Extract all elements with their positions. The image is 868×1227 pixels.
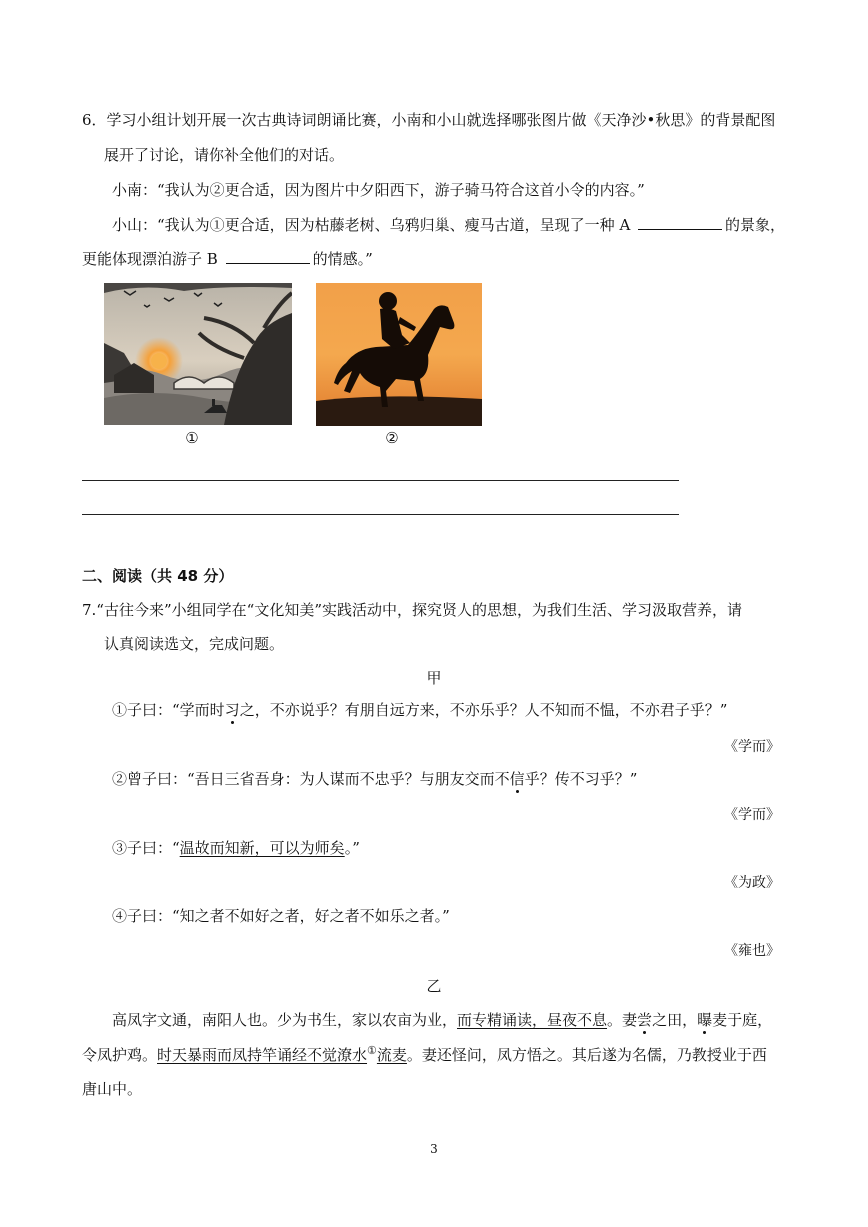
- jia-sentence-2: ②曾子曰：“吾日三省吾身：为人谋而不忠乎？与朋友交而不信乎？传不习乎？”: [112, 770, 638, 788]
- jia-sentence-3: ③子曰：“温故而知新，可以为师矣。”: [112, 839, 360, 857]
- q6-line-2: 展开了讨论，请你补全他们的对话。: [104, 146, 345, 164]
- q6-dialogue-xiaonan: 小南：“我认为②更合适，因为图片中夕阳西下，游子骑马符合这首小令的内容。”: [112, 181, 645, 199]
- jia-source-4: 《雍也》: [724, 943, 780, 959]
- jia-source-2: 《学而》: [724, 807, 780, 823]
- page-number: 3: [430, 1142, 438, 1156]
- jia-sentence-1: ①子曰：“学而时习之，不亦说乎？有朋自远方来，不亦乐乎？人不知而不愠，不亦君子乎？”: [112, 701, 728, 719]
- blank-b[interactable]: [226, 249, 310, 264]
- picture-autumn-scene: [104, 283, 292, 425]
- q6-line-1: 6．学习小组计划开展一次古典诗词朗诵比赛，小南和小山就选择哪张图片做《天净沙•秋思》的背景配图: [82, 111, 776, 129]
- passage-yi-label: 乙: [426, 977, 442, 995]
- answer-line-2[interactable]: [82, 514, 679, 515]
- yi-line-2: 令凤护鸡。时天暴雨而凤持竿诵经不觉潦水①流麦。妻还怪问，凤方悟之。其后遂为名儒，乃教授业于西: [82, 1044, 767, 1064]
- section-title: 二、阅读（共 48 分）: [82, 567, 234, 585]
- picture-1-caption: ①: [185, 429, 199, 447]
- jia-source-1: 《学而》: [724, 739, 780, 755]
- picture-2-caption: ②: [385, 429, 399, 447]
- answer-line-1[interactable]: [82, 480, 679, 481]
- yi-line-3: 唐山中。: [82, 1080, 143, 1098]
- q7-line-2: 认真阅读选文，完成问题。: [104, 635, 285, 653]
- picture-rider-silhouette: [316, 283, 482, 426]
- q6-dialogue-xiaoshan: 小山：“我认为①更合适，因为枯藤老树、乌鸦归巢、瘦马古道，呈现了一种 A 的景象，: [112, 216, 786, 234]
- jia-sentence-4: ④子曰：“知之者不如好之者，好之者不如乐之者。”: [112, 907, 450, 925]
- q6-dialogue-xiaoshan-cont: 更能体现漂泊游子 B 的情感。”: [82, 250, 373, 268]
- q7-line-1: 7.“古往今来”小组同学在“文化知美”实践活动中，探究贤人的思想，为我们生活、学习汲取营养，请: [82, 601, 742, 619]
- yi-line-1: 高凤字文通，南阳人也。少为书生，家以农亩为业，而专精诵读，昼夜不息。妻尝之田，曝麦于庭，: [112, 1011, 773, 1029]
- passage-jia-label: 甲: [426, 669, 442, 687]
- jia-source-3: 《为政》: [724, 875, 780, 891]
- blank-a[interactable]: [638, 215, 722, 230]
